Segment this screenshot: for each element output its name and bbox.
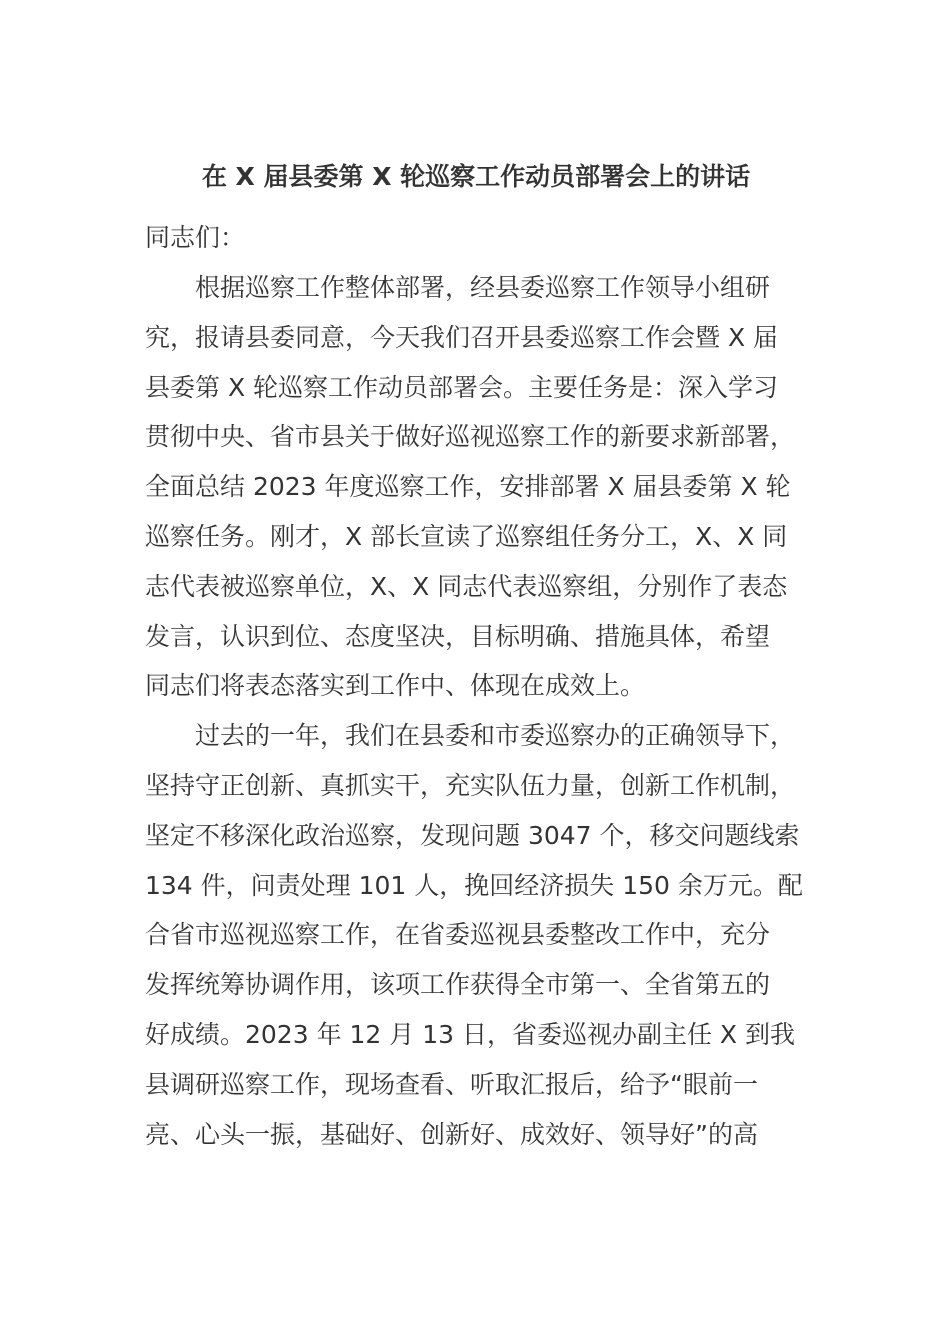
paragraph-line: 坚持守正创新、真抓实干，充实队伍力量，创新工作机制， [145,770,796,800]
paragraph-line: 发言，认识到位、态度坚决，目标明确、措施具体，希望 [145,621,771,651]
paragraph-line: 县调研巡察工作，现场查看、听取汇报后，给予“眼前一 [145,1069,758,1099]
paragraph-line: 134 件，问责处理 101 人，挽回经济损失 150 余万元。配 [145,870,803,900]
paragraph-line: 同志们将表态落实到工作中、体现在成效上。 [145,671,646,701]
paragraph-line: 究，报请县委同意，今天我们召开县委巡察工作会暨 X 届 [145,322,779,352]
paragraph-line: 亮、心头一振，基础好、创新好、成效好、领导好”的高 [145,1119,758,1149]
paragraph-line: 过去的一年，我们在县委和市委巡察办的正确领导下， [195,721,796,751]
paragraph-line: 合省市巡视巡察工作，在省委巡视县委整改工作中，充分 [145,920,771,950]
paragraph-2 [145,711,807,1159]
paragraph-line: 坚定不移深化政治巡察，发现问题 3047 个，移交问题线索 [145,820,800,850]
paragraph-line: 根据巡察工作整体部署，经县委巡察工作领导小组研 [195,273,771,302]
paragraph-line: 巡察任务。刚才，X 部长宣读了巡察组任务分工，X、X 同 [145,521,788,551]
document-page [145,150,807,1159]
paragraph-1 [145,263,807,711]
paragraph-line: 志代表被巡察单位，X、X 同志代表巡察组，分别作了表态 [145,571,788,601]
document-title: 在 X 届县委第 X 轮巡察工作动员部署会上的讲话 [201,162,751,191]
paragraph-line: 发挥统筹协调作用，该项工作获得全市第一、全省第五的 [145,970,771,1000]
paragraph-line: 好成绩。2023 年 12 月 13 日，省委巡视办副主任 X 到我 [145,1019,796,1049]
paragraph-line: 县委第 X 轮巡察工作动员部署会。主要任务是：深入学习 [145,372,779,402]
paragraph-line: 全面总结 2023 年度巡察工作，安排部署 X 届县委第 X 轮 [145,472,791,502]
greeting: 同志们： [145,223,246,252]
paragraph-line: 贯彻中央、省市县关于做好巡视巡察工作的新要求新部署， [145,422,796,452]
